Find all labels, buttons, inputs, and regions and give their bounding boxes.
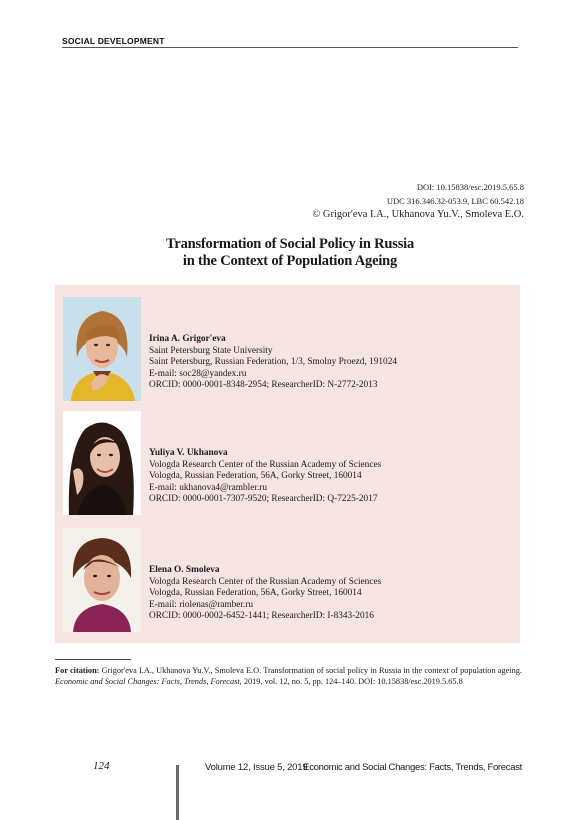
author-card [63,297,513,405]
author-email: E-mail: soc28@yandex.ru [149,368,247,379]
author-address: Vologda, Russian Federation, 56A, Gorky Street, 160014 [149,471,362,482]
authors-panel [55,285,520,643]
author-info [149,448,381,506]
footer-issue: Volume 12, Issue 5, 2019 [205,762,308,773]
author-card [63,411,513,519]
doi-text: DOI: 10.15838/esc.2019.5.65.8 [416,182,524,192]
author-card [63,528,513,636]
author-photo [63,297,141,401]
author-info [149,334,397,392]
author-ids: ORCID: 0000-0002-6452-1441; ResearcherID: I-8343-2016 [149,611,374,622]
author-photo [63,528,141,632]
author-photo [63,411,141,515]
author-address: Saint Petersburg, Russian Federation, 1/3, Smolny Proezd, 191024 [149,357,397,368]
author-email: E-mail: riolenas@ramber.ru [149,599,254,610]
footer-divider [176,765,179,820]
author-name: Yuliya V. Ukhanova [149,448,228,458]
section-label: SOCIAL DEVELOPMENT [62,36,165,46]
author-affiliation: Vologda Research Center of the Russian Academy of Sciences [149,576,382,587]
footnote-divider [55,659,131,660]
page-number: 124 [93,760,110,772]
author-affiliation: Vologda Research Center of the Russian Academy of Sciences [149,459,382,470]
article-title [62,236,518,270]
author-email: E-mail: ukhanova4@rambler.ru [149,482,268,493]
author-ids: ORCID: 0000-0001-8348-2954; ResearcherID: N-2772-2013 [149,380,378,391]
article-title-line-2: in the Context of Population Ageing [182,253,398,269]
author-name: Irina A. Grigor'eva [149,334,226,344]
citation-label: For citation: [55,666,100,675]
author-info [149,565,381,623]
citation-journal: Economic and Social Changes: Facts, Trends, Forecast [55,677,240,686]
citation-text: Grigor'eva I.A., Ukhanova Yu.V., Smoleva E.O. Transformation of social policy in Russia in the context of population ageing. [99,666,522,675]
author-affiliation: Saint Petersburg State University [149,345,273,356]
udc-text: UDC 316.346.32-053.9, LBC 60.542.18 [386,196,524,206]
author-ids: ORCID: 0000-0001-7307-9520; ResearcherID: Q-7225-2017 [149,494,378,505]
citation-text-end: , 2019, vol. 12, no. 5, pp. 124–140. DOI: 10.15838/esc.2019.5.65.8 [239,677,463,686]
copyright-text: © Grigor'eva I.A., Ukhanova Yu.V., Smoleva E.O. [312,209,524,220]
author-address: Vologda, Russian Federation, 56A, Gorky Street, 160014 [149,588,362,599]
article-title-line-1: Transformation of Social Policy in Russia [165,236,415,252]
header-divider [62,47,518,48]
citation-footnote [55,665,522,687]
author-name: Elena O. Smoleva [149,565,220,575]
footer-journal: Economic and Social Changes: Facts, Trends, Forecast [303,762,522,773]
